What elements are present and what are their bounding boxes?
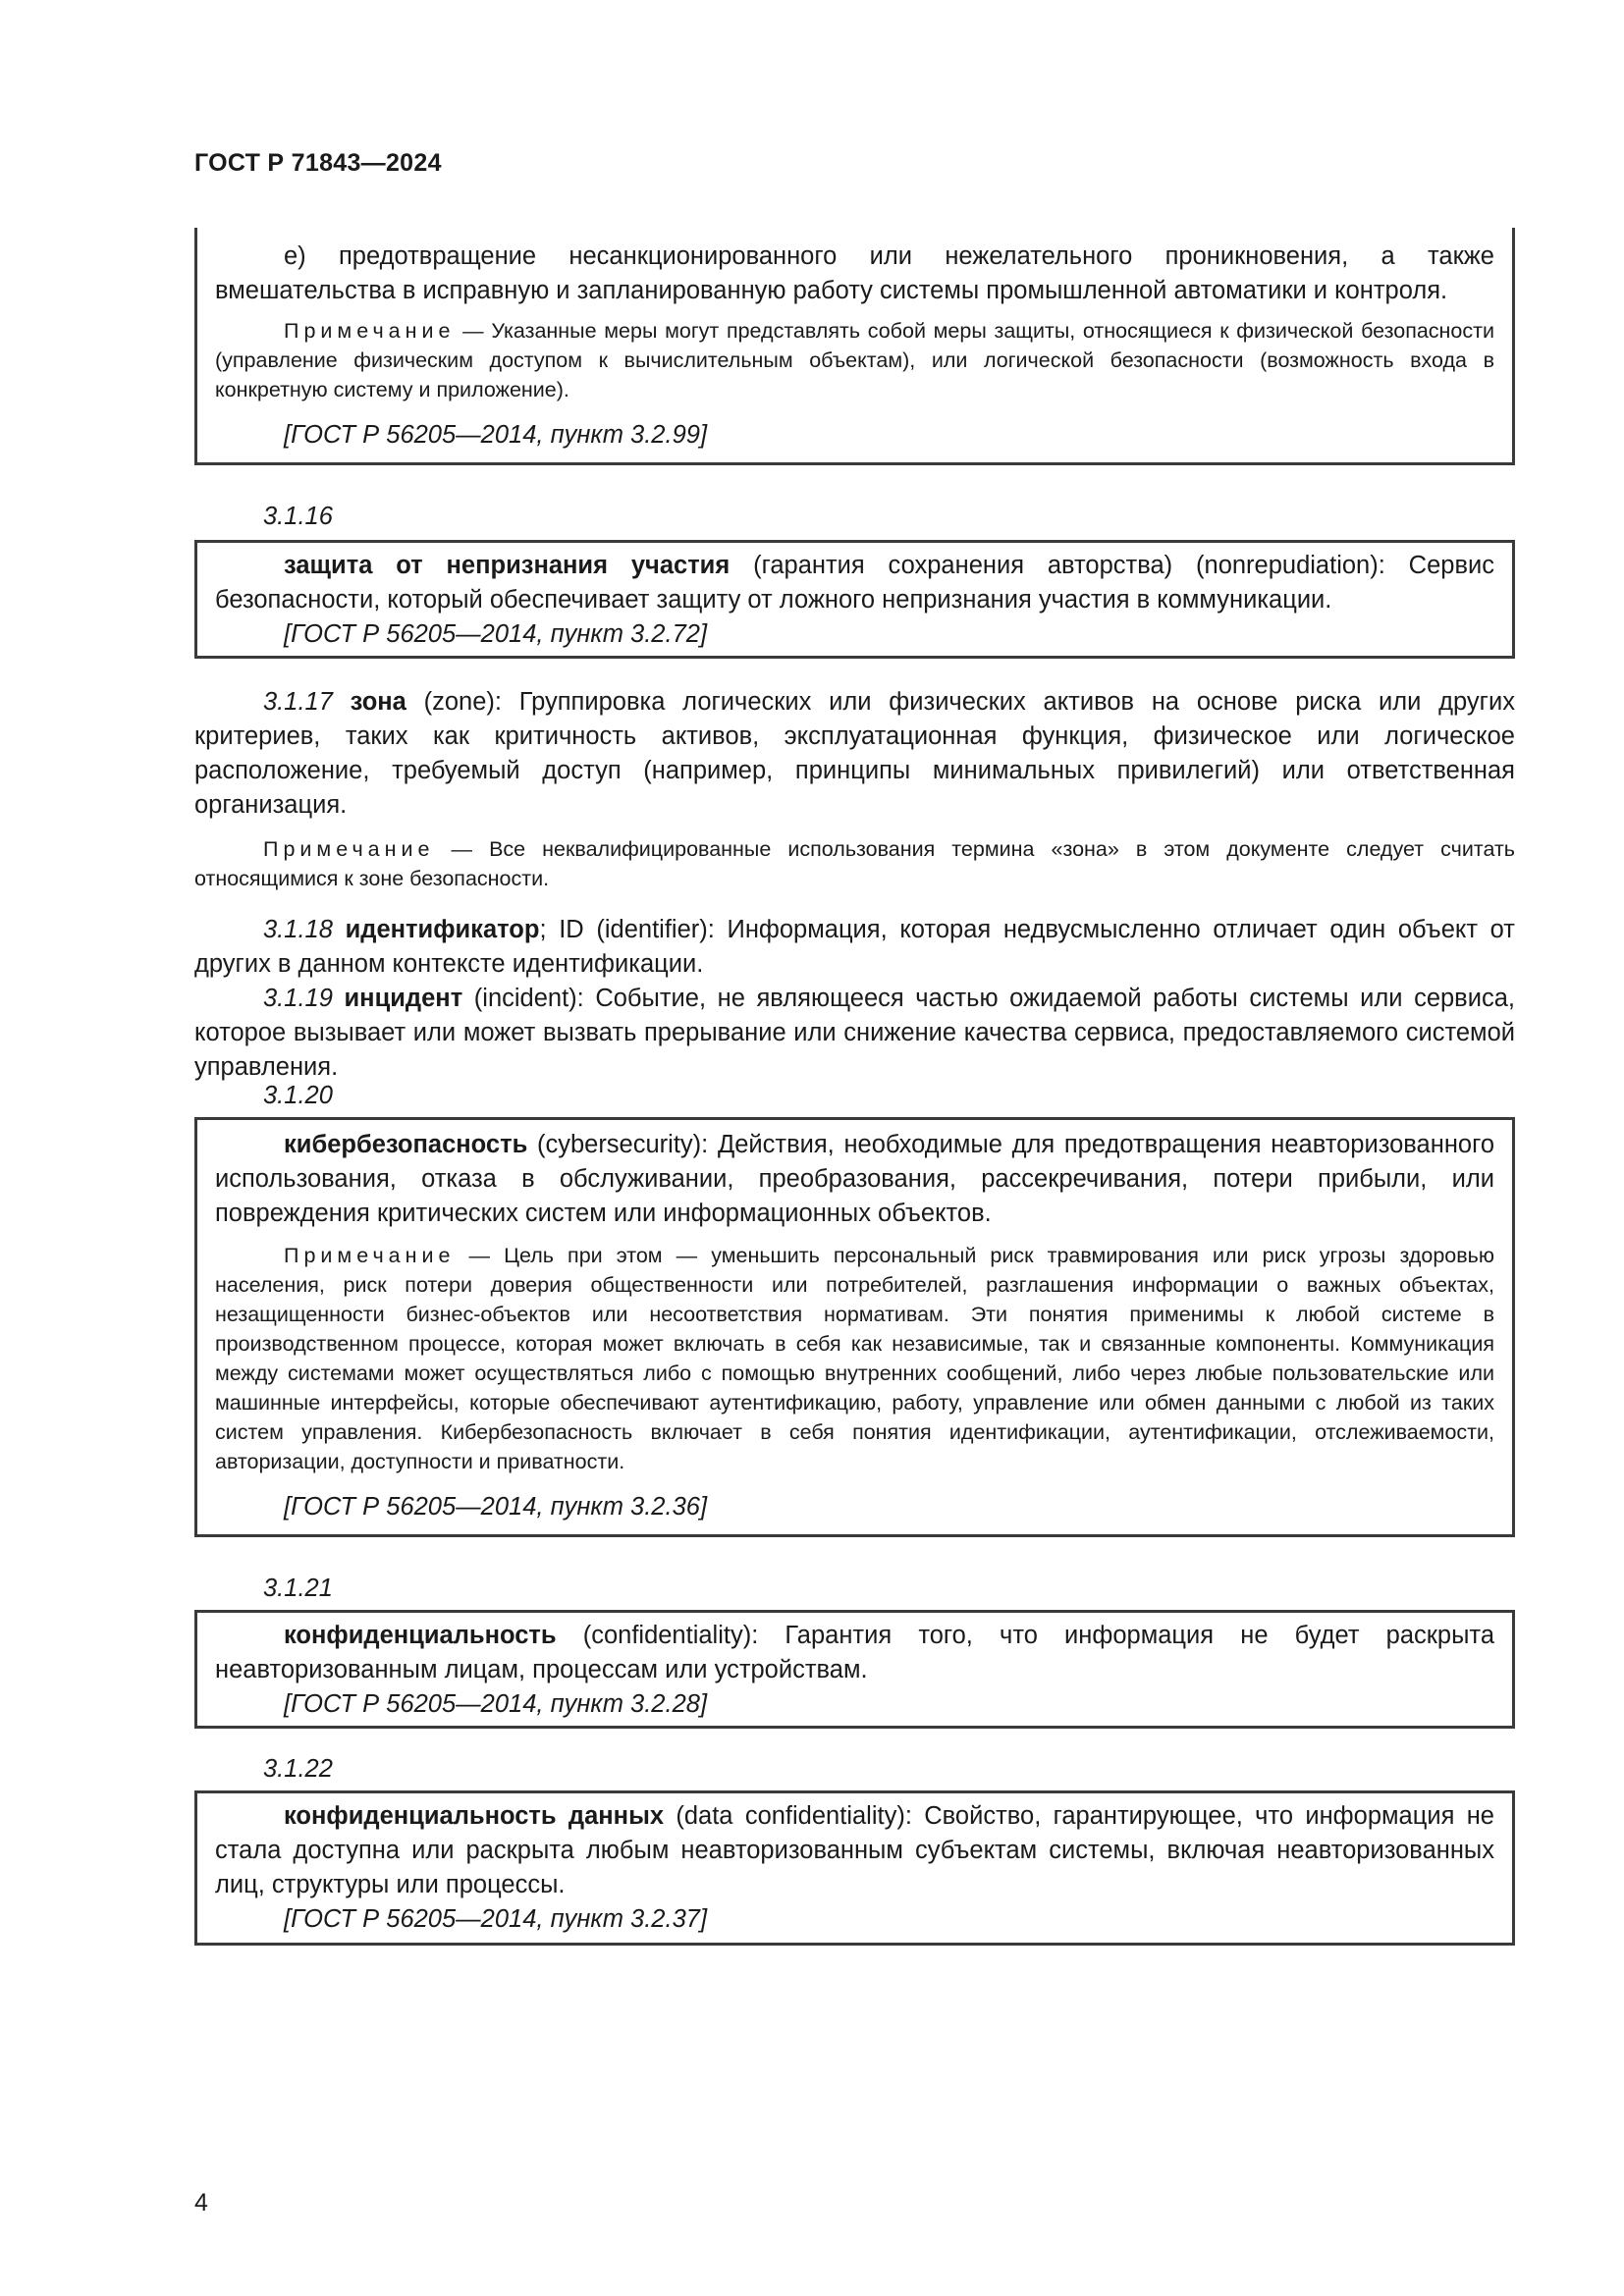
note-label: Примечание	[284, 1244, 456, 1267]
term-name: зона	[350, 688, 406, 716]
definition-text: (data confidentiality): Свойство, гарантирующее, что информация не стала доступна или раскрыта любым неавторизованным субъектам системы, включая неавторизованных лиц, структуры или процессы.	[215, 1802, 1494, 1898]
note	[215, 316, 1494, 404]
term-number: 3.1.19	[263, 985, 333, 1012]
term-definition	[215, 1619, 1494, 1687]
note-text: — Цель при этом — уменьшить персональный риск травмирования или риск угрозы здоровью населения, риск потери доверия общественности или потребителей, разглашения информации о важных объектах, незащищенности бизнес-объектов или несоответствия нормативам. Эти понятия применимы к любой системе в производственном процессе, которая может включать в себя как независимые, так и связанные компоненты. Коммуникация между системами может осуществляться либо с помощью внутренних сообщений, либо через любые пользовательские или машинные интерфейсы, которые обеспечивают аутентификацию, работу, управление или обмен данными с любой из таких систем управления. Кибербезопасность включает в себя понятия идентификации, аутентификации, отслеживаемости, авторизации, доступности и приватности.	[215, 1244, 1494, 1473]
note-text: — Все неквалифицированные использования термина «зона» в этом документе следует считать относящимися к зоне безопасности.	[194, 837, 1515, 890]
term-definition	[215, 1799, 1494, 1902]
term-definition	[194, 913, 1515, 982]
term-number: 3.1.18	[263, 916, 333, 943]
term-box-3-1-16	[194, 540, 1515, 659]
term-name: конфиденциальность	[284, 1622, 557, 1649]
document-header: ГОСТ Р 71843—2024	[194, 149, 442, 177]
term-box-continuation	[194, 228, 1515, 465]
note-label: Примечание	[263, 837, 435, 861]
page-number: 4	[194, 2189, 208, 2216]
term-number: 3.1.21	[263, 1575, 333, 1602]
list-item-e: е) предотвращение несанкционированного или нежелательного проникновения, а также вмешательства в исправную и запланированную работу системы промышленной автоматики и контроля.	[215, 242, 1494, 304]
term-name: идентификатор	[345, 916, 540, 943]
term-name: защита от непризнания участия	[284, 552, 731, 579]
term-name: кибербезопасность	[284, 1131, 528, 1158]
definition-text: (confidentiality): Гарантия того, что информация не будет раскрыта неавторизованным лицам, процессам или устройствам.	[215, 1622, 1494, 1683]
term-number: 3.1.17	[263, 688, 333, 716]
reference: [ГОСТ Р 56205—2014, пункт 3.2.36]	[284, 1493, 708, 1521]
term-number: 3.1.22	[263, 1755, 333, 1783]
term-definition	[194, 982, 1515, 1085]
term-3-1-17	[194, 685, 1515, 893]
definition-text: (cybersecurity): Действия, необходимые для предотвращения неавторизованного использования, отказа в обслуживании, преобразования, рассекречивания, потери прибыли, или повреждения критических систем или информационных объектов.	[215, 1131, 1494, 1227]
term-definition	[215, 549, 1494, 617]
term-definition	[194, 685, 1515, 823]
reference: [ГОСТ Р 56205—2014, пункт 3.2.28]	[284, 1690, 708, 1718]
reference: [ГОСТ Р 56205—2014, пункт 3.2.37]	[284, 1905, 708, 1933]
term-number: 3.1.16	[263, 503, 333, 530]
term-number: 3.1.20	[263, 1082, 333, 1109]
reference: [ГОСТ Р 56205—2014, пункт 3.2.72]	[284, 620, 708, 648]
term-3-1-19	[194, 982, 1515, 1085]
term-name: конфиденциальность данных	[284, 1802, 665, 1830]
term-box-3-1-21	[194, 1610, 1515, 1729]
note-text: — Указанные меры могут представлять собой меры защиты, относящиеся к физической безопасности (управление физическим доступом к вычислительным объектам), или логической безопасности (возможность входа в конкретную систему и приложение).	[215, 319, 1494, 401]
definition-text: ; ID (identifier): Информация, которая недвусмысленно отличает один объект от других в данном контексте идентификации.	[194, 916, 1515, 978]
term-box-3-1-20	[194, 1117, 1515, 1537]
note	[215, 1241, 1494, 1476]
definition-text: (incident): Событие, не являющееся частью ожидаемой работы системы или сервиса, которое вызывает или может вызвать прерывание или снижение качества сервиса, предоставляемого системой управления.	[194, 985, 1515, 1081]
definition-text: (zone): Группировка логических или физических активов на основе риска или других критериев, таких как критичность активов, эксплуатационная функция, физическое или логическое расположение, требуемый доступ (например, принципы минимальных привилегий) или ответственная организация.	[194, 688, 1515, 819]
note	[194, 834, 1515, 893]
term-definition	[215, 1128, 1494, 1231]
term-name: инцидент	[344, 985, 463, 1012]
definition-text: (гарантия сохранения авторства) (nonrepudiation): Сервис безопасности, который обеспечивает защиту от ложного непризнания участия в коммуникации.	[215, 552, 1494, 614]
term-3-1-18	[194, 913, 1515, 982]
note-label: Примечание	[284, 319, 456, 343]
reference: [ГОСТ Р 56205—2014, пункт 3.2.99]	[284, 421, 708, 449]
term-box-3-1-22	[194, 1790, 1515, 1946]
